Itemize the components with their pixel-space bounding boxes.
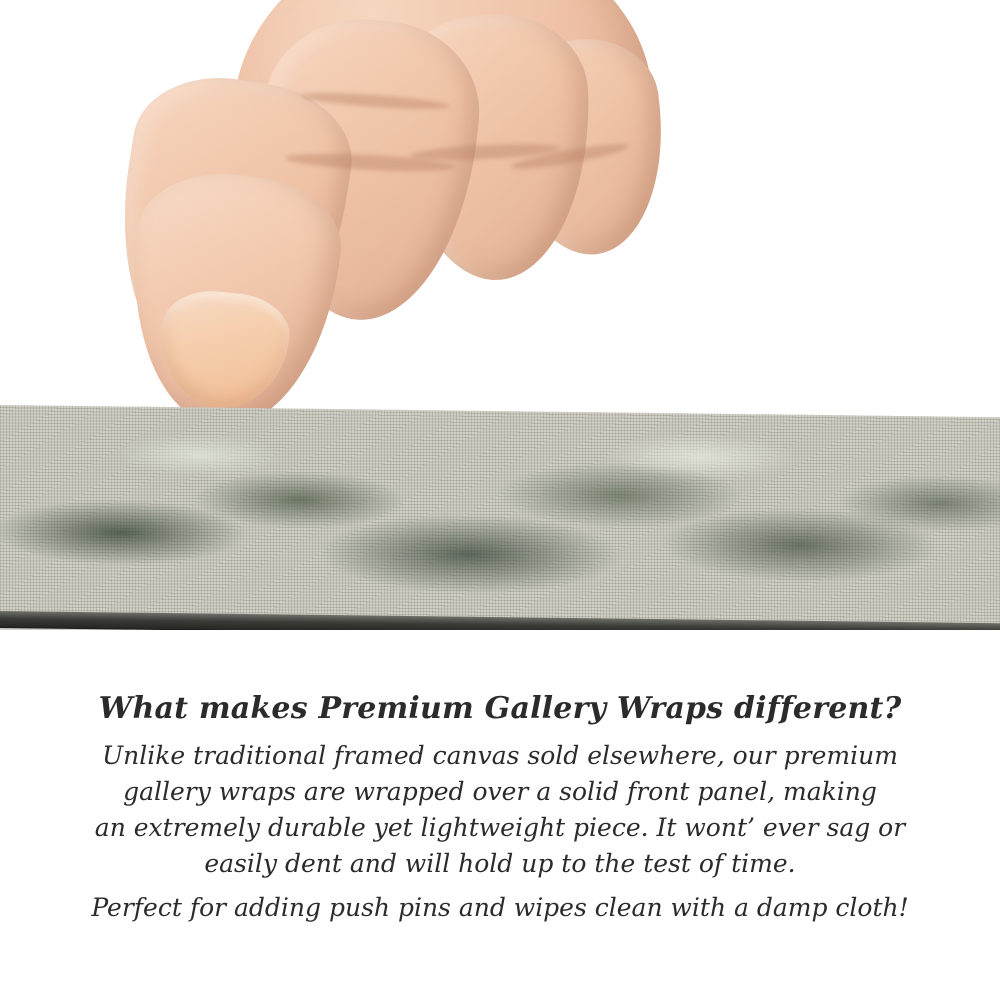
thumb	[117, 165, 347, 435]
canvas-wrap-edge-icon	[0, 405, 1000, 630]
caption-heading: What makes Premium Gallery Wraps different?	[98, 691, 902, 726]
hand-icon	[110, 0, 630, 430]
caption-closing-line: Perfect for adding push pins and wipes clean with a damp cloth!	[91, 892, 909, 922]
canvas-printed-surface	[0, 405, 1000, 630]
caption-line: an extremely durable yet lightweight piece. It wont’ ever sag or	[94, 812, 906, 842]
caption-line: easily dent and will hold up to the test of time.	[204, 848, 796, 878]
caption-block	[0, 690, 1000, 926]
caption-body	[0, 738, 1000, 926]
caption-line: Unlike traditional framed canvas sold elsewhere, our premium	[102, 740, 898, 770]
thumbnail-nail	[154, 286, 293, 414]
caption-line: gallery wraps are wrapped over a solid front panel, making	[123, 776, 877, 806]
